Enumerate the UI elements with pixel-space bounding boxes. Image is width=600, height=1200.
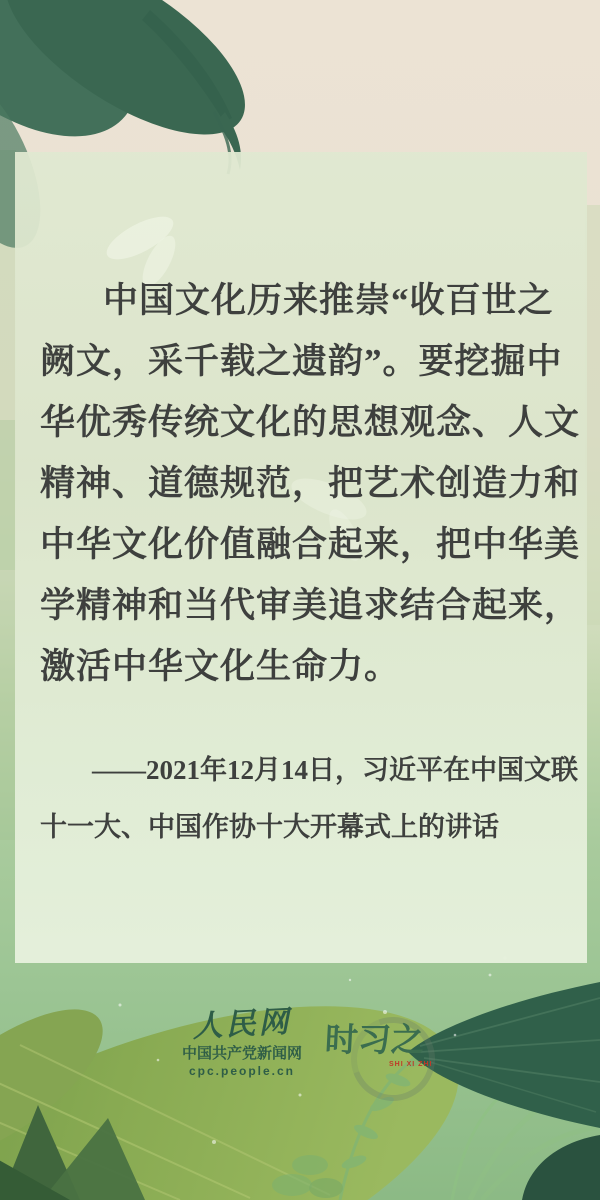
peoples-daily-brand: 人民网 xyxy=(191,1005,293,1044)
quote-line: 激活中华文化生命力。 xyxy=(40,647,401,686)
shixizhi-romanization: SHI XI ZHI xyxy=(389,1061,433,1068)
quote-attribution xyxy=(40,742,581,856)
left-edge-wash-2 xyxy=(0,420,15,840)
quote-panel xyxy=(15,152,587,963)
quote-line: 中华文化价值融合起来，把中华美 xyxy=(40,525,581,564)
quote-line: 学精神和当代审美追求结合起来， xyxy=(40,586,581,625)
cpc-news-site-name: 中国共产党新闻网 xyxy=(181,1045,302,1062)
attribution-line: ——2021年12月14日，习近平在中国文联 xyxy=(92,755,578,785)
cpc-news-domain: cpc.people.cn xyxy=(188,1064,296,1078)
quote-line: 华优秀传统文化的思想观念、人文 xyxy=(40,403,581,442)
quote-line: 中国文化历来推崇“收百世之 xyxy=(103,281,554,320)
right-edge-wash xyxy=(585,205,600,625)
quote-line: 精神、道德规范，把艺术创造力和 xyxy=(40,464,581,503)
attribution-line: 十一大、中国作协十大开幕式上的讲话 xyxy=(40,812,499,842)
shixizhi-brand: 时习之 xyxy=(324,1021,425,1058)
quote-line: 阙文，采千载之遗韵”。要挖掘中 xyxy=(40,342,563,381)
quote-text xyxy=(40,270,581,697)
